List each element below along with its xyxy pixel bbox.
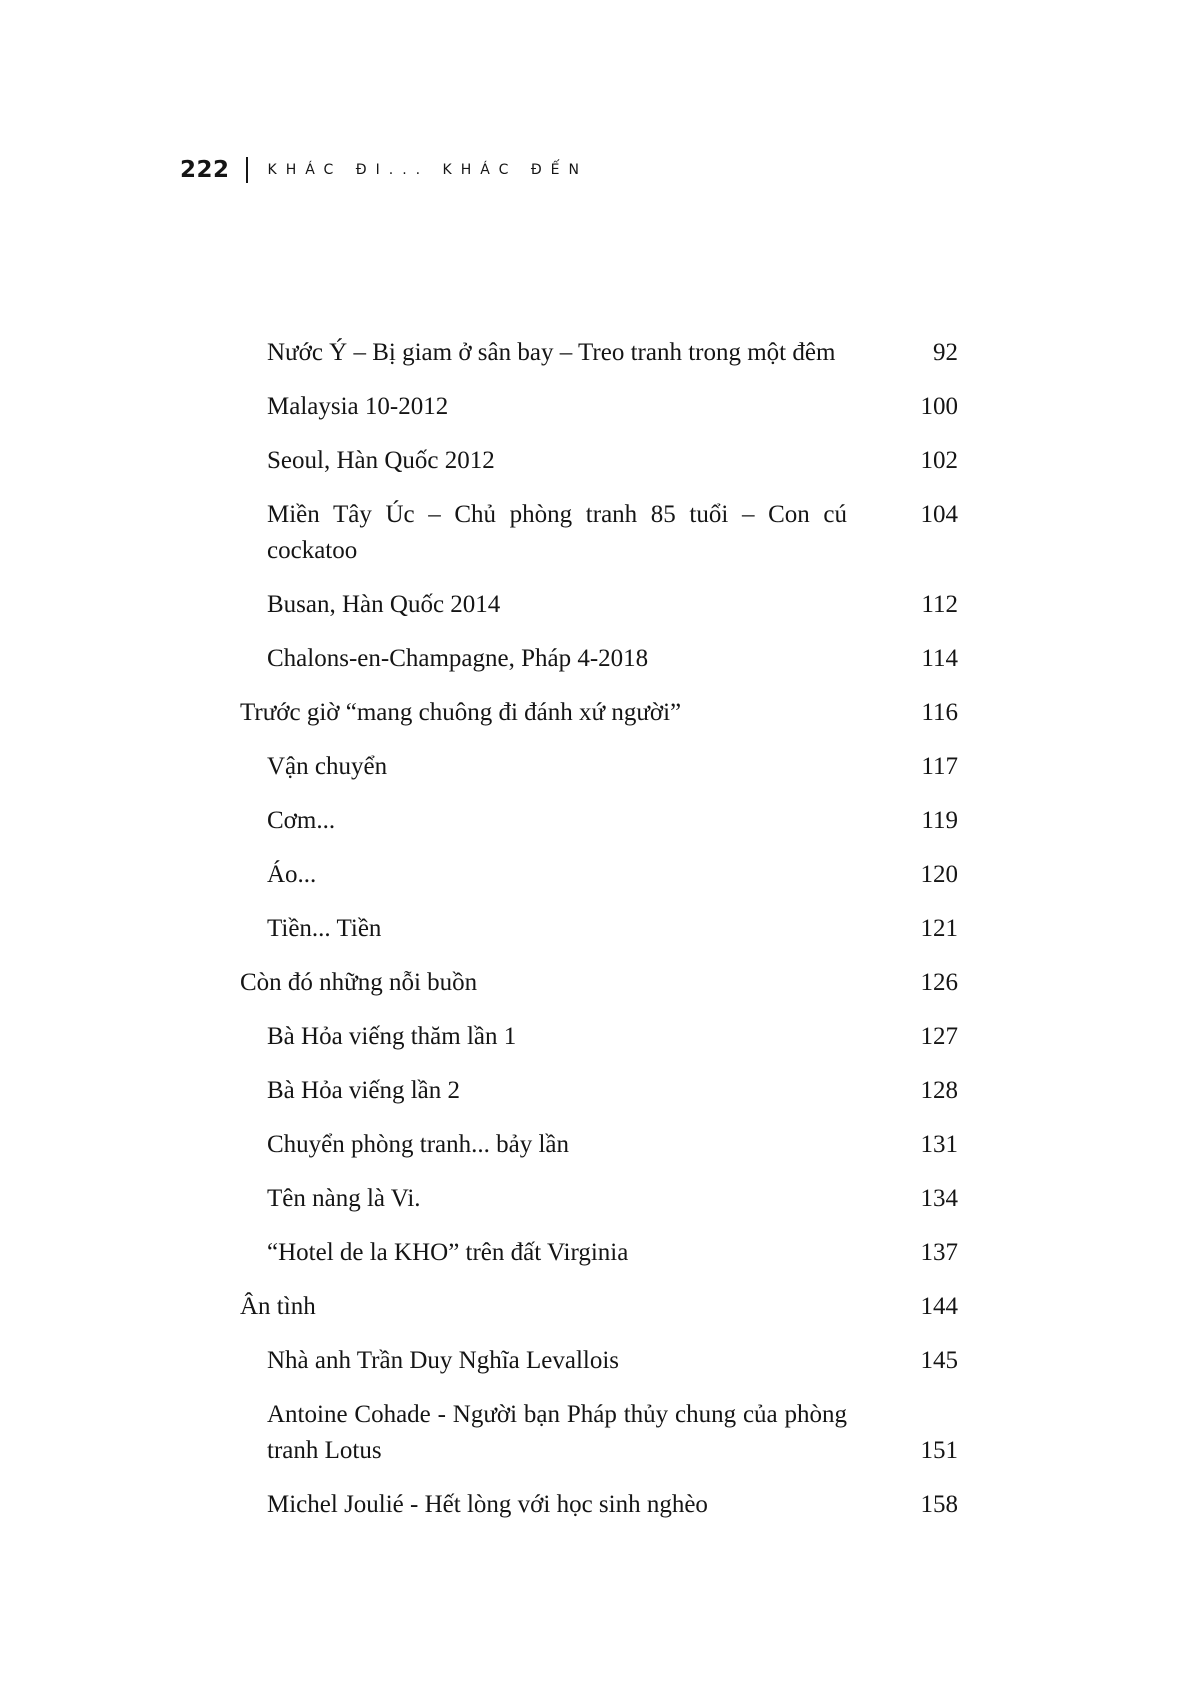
toc-entry-title: Tên nàng là Vi. [267, 1185, 421, 1212]
toc-entry-page: 102 [920, 447, 958, 474]
toc-entry-page: 134 [920, 1185, 958, 1212]
toc-entry-title: Chuyển phòng tranh... bảy lần [267, 1131, 570, 1158]
toc-entry-page: 117 [921, 753, 958, 780]
toc-entry-page: 112 [921, 591, 958, 618]
toc-entry-title: Michel Joulié - Hết lòng với học sinh nghèo [267, 1491, 708, 1518]
toc-entry-page: 121 [920, 915, 958, 942]
page-number: 222 [180, 157, 230, 183]
toc-entry-title: Áo... [267, 861, 317, 888]
toc-entry-page: 104 [920, 501, 958, 528]
toc-entry-page: 114 [921, 645, 958, 672]
toc-entry-page: 120 [920, 861, 958, 888]
toc-entry-title: Vận chuyển [267, 753, 388, 780]
toc-entry-title: Ân tình [240, 1293, 316, 1320]
toc-entry-title: Còn đó những nỗi buồn [240, 969, 478, 996]
toc-entry-page: 158 [920, 1491, 958, 1518]
toc-entry-title: Bà Hỏa viếng thăm lần 1 [267, 1023, 517, 1050]
toc-entry-title: Chalons-en-Champagne, Pháp 4-2018 [267, 645, 649, 672]
running-header [180, 152, 588, 188]
toc-entry-title: Seoul, Hàn Quốc 2012 [267, 447, 495, 474]
toc-entry-page: 119 [921, 807, 958, 834]
toc-entry-page: 100 [920, 393, 958, 420]
toc-entry-title: Bà Hỏa viếng lần 2 [267, 1077, 461, 1104]
toc-entry-page: 127 [920, 1023, 958, 1050]
running-title: KHÁC ĐI... KHÁC ĐẾN [267, 162, 588, 178]
toc-entry-title: “Hotel de la KHO” trên đất Virginia [267, 1239, 629, 1266]
toc-entry-title: Nước Ý – Bị giam ở sân bay – Treo tranh trong một đêm [267, 339, 836, 366]
toc-entry-page: 128 [920, 1077, 958, 1104]
header-divider [246, 157, 248, 183]
toc-entry-page: 131 [920, 1131, 958, 1158]
toc-entry-title: Busan, Hàn Quốc 2014 [267, 591, 501, 618]
toc-entry-page: 144 [920, 1293, 958, 1320]
toc-entry-title: Antoine Cohade - Người bạn Pháp thủy chung của phòng tranh Lotus [267, 1401, 847, 1464]
toc-entry-title: Miền Tây Úc – Chủ phòng tranh 85 tuổi – Con cú cockatoo [267, 501, 847, 564]
toc-entry-title: Cơm... [267, 807, 336, 834]
toc-entry-title: Malaysia 10-2012 [267, 393, 449, 420]
toc-entry-page: 92 [933, 339, 958, 366]
toc-entry-title: Trước giờ “mang chuông đi đánh xứ người” [240, 699, 682, 726]
toc-entry-page: 137 [920, 1239, 958, 1266]
toc-entry-page: 116 [921, 699, 958, 726]
toc-entry-title: Tiền... Tiền [267, 915, 382, 942]
toc-entry-page: 126 [920, 969, 958, 996]
toc-entry-title: Nhà anh Trần Duy Nghĩa Levallois [267, 1347, 620, 1374]
toc-entry-page: 151 [920, 1437, 958, 1464]
toc-entry-page: 145 [920, 1347, 958, 1374]
